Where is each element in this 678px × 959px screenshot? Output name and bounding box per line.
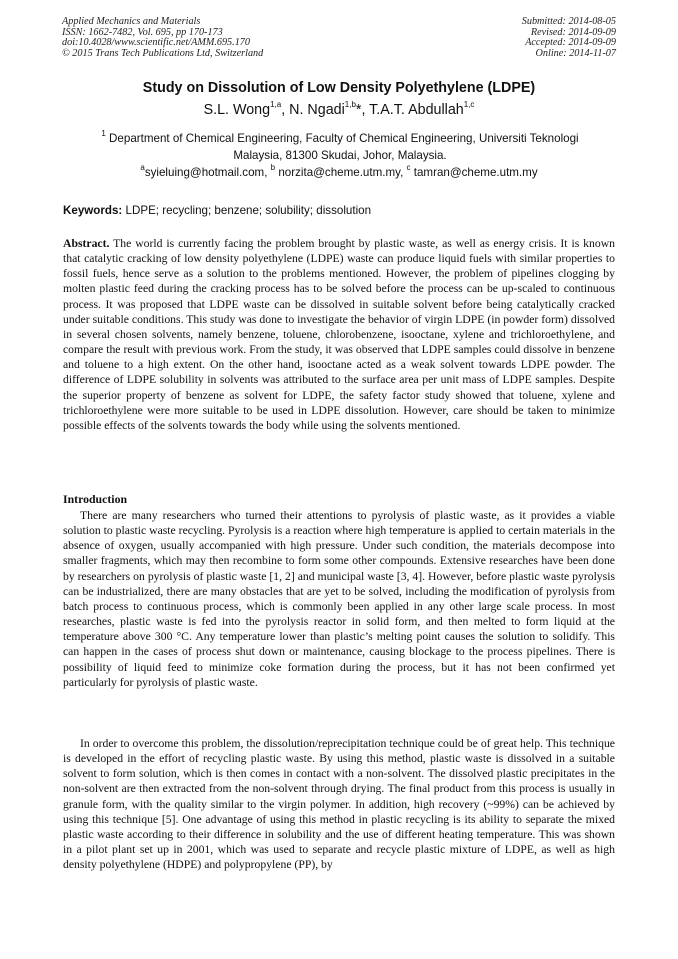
author-affil-mark: 1,c [463,100,475,110]
abstract [63,236,615,433]
email-mark: a [140,163,145,173]
email-mark: c [406,163,411,173]
author-name: T.A.T. Abdullah [369,102,464,118]
paragraph-text: There are many researchers who turned their attentions to pyrolysis of plastic waste, as it provides a viable solution to plastic waste recycling. Pyrolysis is a reaction where high temperature is applied to certain materials in the absence of oxygen, usually accompanied with high pressure. Under such condition, the materials decompose into smaller fragments, which may then recombine to form some other compounds. Extensive researches have been done by researchers on pyrolysis of plastic waste [1, 2] and municipal waste [3, 4]. However, before plastic waste pyrolysis can be industrialized, there are many obstacles that are yet to be solved, including the modification of pyrolysis from batch process to continuous process, which is commonly been applied in any other large scale process. In most researches, plastic waste is fed into the pyrolysis reactor in solid form, and then melted to form liquid at the temperature above 300 °C. Any temperature lower than plastic’s melting point causes the solution to solidify. This can happen in the cases of process shut down or maintenance, causing blockage to the process pipelines. There is possibility of liquid feed to minimize coke formation during the process, but it has not been confirmed yet particularly for pyrolysis of plastic waste. [63,509,615,689]
keywords [63,204,371,217]
journal-info [62,17,263,59]
author-name: N. Ngadi [289,102,345,118]
affiliation-line-1: Department of Chemical Engineering, Faculty of Chemical Engineering, Universiti Teknologi [109,132,579,145]
abstract-text: The world is currently facing the problem brought by plastic waste, as well as energy crisis. It is known that catalytic cracking of low density polyethylene (LDPE) waste can produce liquid fuels with similar properties to fossil fuels, hence serve as a solution to the problems mentioned. However, the problem of pipelines clogging by molten plastic feed during the cracking process has to be solved before the process can be up-scaled to continuous process. It was proposed that LDPE waste can be dissolved in suitable solvent before being catalytically cracked under suitable conditions. This study was done to investigate the behavior of virgin LDPE (in powder form) dissolved in several chosen solvents, namely benzene, toluene, chlorobenzene, isooctane, xylene and trichloroethylene, and compare the result with previous work. From the study, it was observed that LDPE samples could dissolve in benzene and toluene to a high extent. On the other hand, isooctane acted as a weak solvent towards LDPE powder. The difference of LDPE solubility in solvents was attributed to the surface area per unit mass of LDPE samples. Despite the superior property of benzene as solvent for LDPE, the safety factor study showed that toluene, xylene and trichloroethylene were more suitable to be used in LDPE dissolution. However, care should be taken to minimize possible effects of the solvents towards the body while using the solvents mentioned. [63,237,615,432]
affiliation-line-2: Malaysia, 81300 Skudai, Johor, Malaysia. [233,149,447,162]
author-name: S.L. Wong [203,102,271,118]
email-address[interactable]: tamran@cheme.utm.my [413,166,538,179]
email-separator: , [264,166,271,179]
paper-title: Study on Dissolution of Low Density Polyethylene (LDPE) [142,80,536,96]
abstract-label: Abstract. [63,237,110,250]
keywords-text: LDPE; recycling; benzene; solubility; dissolution [125,204,372,217]
email-address[interactable]: syieluing@hotmail.com [144,166,265,179]
author-separator: , [281,102,290,118]
date-submitted: Submitted: 2014-08-05 [521,16,616,27]
intro-paragraph-1 [63,508,615,690]
journal-copyright: © 2015 Trans Tech Publications Ltd, Switzerland [62,47,264,59]
author-emails [0,163,678,179]
paragraph-text: In order to overcome this problem, the dissolution/reprecipitation technique could be of great help. This technique is developed in the effort of recycling plastic waste. By using this method, plastic waste is dissolved in a suitable solvent to form solution, which is then comes in contact with a non-solvent. The dissolved plastic precipitates in the non-solvent are then extracted from the non-solvent through drying. The final product from this process is usually in granule form, with the quality similar to the virgin polymer. In addition, high recovery (~99%) can be achieved by using this technique [5]. One advantage of using this method in plastic recycling is its ability to separate the mixed plastic waste according to their difference in solubility and the use of different heating temperature. This was shown in a pilot plant set up in 2001, which was used to separate and recycle plastic mixture of LDPE, as well as high density polyethylene (HDPE) and polypropylene (PP), by [63,737,615,872]
intro-paragraph-2 [63,736,615,872]
date-online: Online: 2014-11-07 [535,47,616,59]
journal-name: Applied Mechanics and Materials [62,16,201,27]
author-list [0,102,678,118]
email-separator: , [400,166,407,179]
author-affil-mark: 1,b [344,100,356,110]
submission-dates [522,17,616,59]
email-address[interactable]: norzita@cheme.utm.my [278,166,401,179]
date-accepted: Accepted: 2014-09-09 [525,37,616,49]
author-separator: *, [355,102,370,118]
journal-issn: ISSN: 1662-7482, Vol. 695, pp 170-173 [62,26,223,38]
section-heading: Introduction [63,492,128,506]
date-revised: Revised: 2014-09-09 [530,26,616,38]
affiliation-mark: 1 [101,129,106,139]
author-affil-mark: 1,a [270,100,282,110]
affiliation [70,130,610,164]
email-mark: b [270,163,276,173]
journal-doi: doi:10.4028/www.scientific.net/AMM.695.170 [62,37,250,49]
keywords-label: Keywords: [63,204,123,217]
